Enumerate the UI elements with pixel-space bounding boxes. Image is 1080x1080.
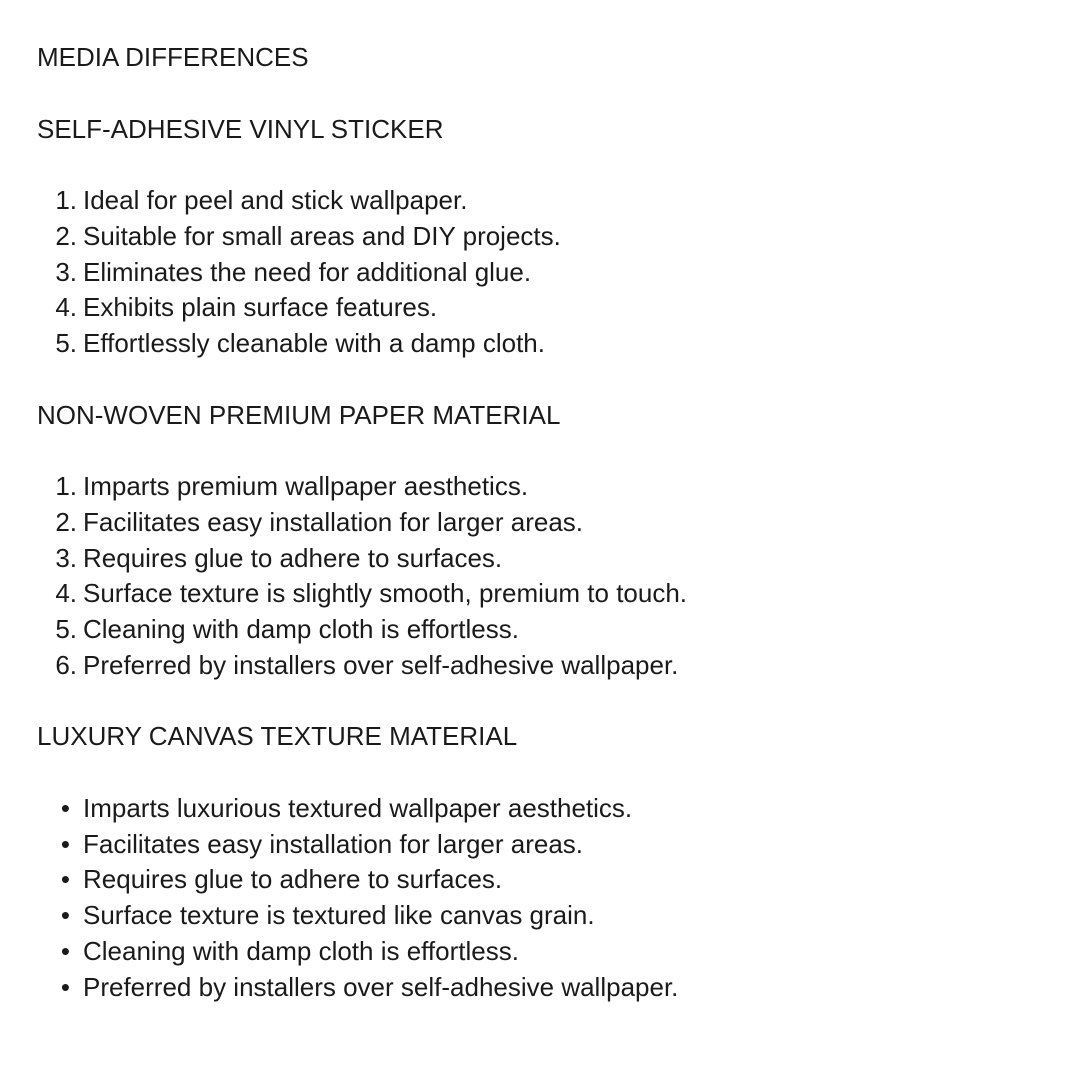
list-item [37,505,1050,541]
list-item [37,648,1050,684]
list-item [37,827,1050,863]
list-number: 5. [55,328,77,358]
bullet-icon: • [60,828,70,859]
list-number: 4. [55,578,77,609]
list-item-text: Suitable for small areas and DIY projects. [83,220,561,251]
list-item [37,791,1050,827]
bullet-icon: • [60,900,70,930]
list-number: 3. [55,542,77,573]
list-item-text: Exhibits plain surface features. [83,292,438,323]
list-item [37,612,1050,648]
list-number: 6. [55,649,77,680]
list-item-text: Imparts luxurious textured wallpaper aesthetics. [83,792,633,823]
list-item-text: Requires glue to adhere to surfaces. [83,864,503,895]
list-item-text: Eliminates the need for additional glue. [83,256,532,287]
list-item-text: Preferred by installers over self-adhesive wallpaper. [83,971,679,1002]
list-item-text: Effortlessly cleanable with a damp cloth. [83,328,545,358]
section-heading-luxury-canvas: LUXURY CANVAS TEXTURE MATERIAL [37,721,518,752]
bullet-icon: • [60,971,70,1002]
bulleted-list-luxury-canvas [37,791,1050,1006]
list-item-text: Requires glue to adhere to surfaces. [83,542,503,573]
list-item [37,183,1050,219]
list-item [37,469,1050,505]
list-item-text: Cleaning with damp cloth is effortless. [83,614,519,644]
list-item [37,255,1050,291]
list-item [37,576,1050,612]
list-item [37,934,1050,970]
list-item [37,970,1050,1006]
list-item [37,219,1050,255]
list-item-text: Ideal for peel and stick wallpaper. [83,185,468,215]
list-number: 4. [55,292,77,323]
list-item-text: Facilitates easy installation for larger areas. [83,828,584,859]
list-number: 2. [55,220,77,251]
list-item [37,290,1050,326]
list-number: 5. [55,614,77,644]
section-heading-self-adhesive: SELF-ADHESIVE VINYL STICKER [37,113,444,144]
bullet-icon: • [60,792,70,823]
list-item [37,541,1050,577]
section-heading-non-woven: NON-WOVEN PREMIUM PAPER MATERIAL [37,399,561,430]
list-item [37,898,1050,934]
list-item [37,326,1050,362]
list-item-text: Cleaning with damp cloth is effortless. [83,935,519,966]
list-number: 3. [55,256,77,287]
bullet-icon: • [60,864,70,895]
list-item-text: Surface texture is slightly smooth, premium to touch. [83,578,688,609]
numbered-list-self-adhesive [37,183,1050,362]
page-title: MEDIA DIFFERENCES [37,42,309,72]
bullet-icon: • [60,935,70,966]
list-item [37,862,1050,898]
list-number: 2. [55,506,77,537]
list-item-text: Surface texture is textured like canvas grain. [83,900,595,930]
list-item-text: Facilitates easy installation for larger areas. [83,506,584,537]
numbered-list-non-woven [37,469,1050,684]
list-item-text: Imparts premium wallpaper aesthetics. [83,471,529,501]
list-item-text: Preferred by installers over self-adhesive wallpaper. [83,649,679,680]
list-number: 1. [55,185,77,215]
list-number: 1. [55,471,77,501]
